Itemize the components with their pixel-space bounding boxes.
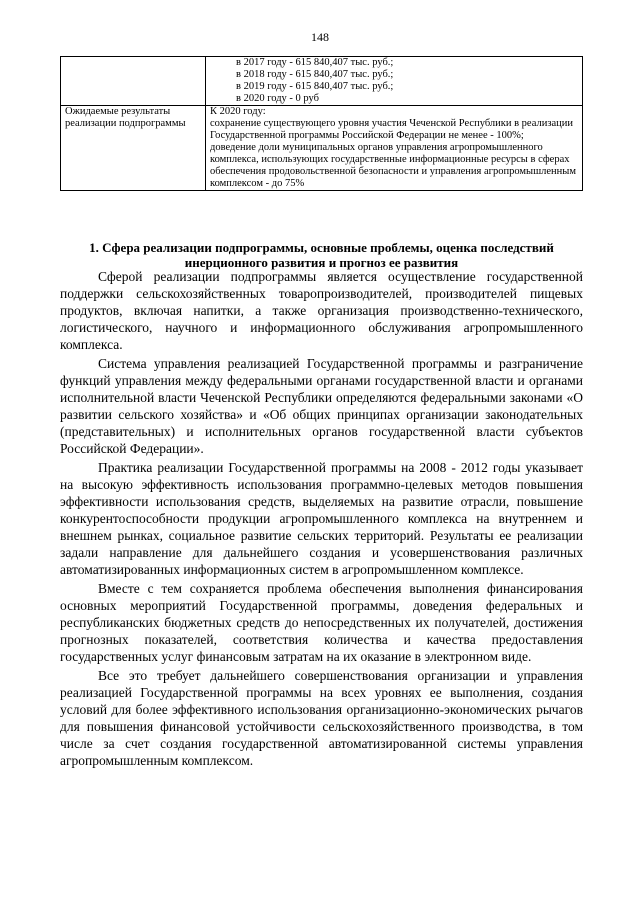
funding-line: в 2017 году - 615 840,407 тыс. руб.;: [236, 57, 394, 68]
results-line: доведение доли муниципальных органов управления агропромышленного комплекса, использующих государственные информационные ресурсы в сферах обеспечения продовольственной безопасности и управления агропромышленным комплексом - до 75%: [210, 142, 576, 189]
funding-line: в 2018 году - 615 840,407 тыс. руб.;: [236, 69, 394, 80]
program-passport-table: [60, 56, 583, 191]
paragraph: Все это требует дальнейшего совершенствования организации и управления реализацией Государственной программы на всех уровнях ее выполнения, создания условий для более эффективного использования организационно-экономических рычагов для повышения финансовой устойчивости сельскохозяйственного производства, в том числе за счет создания государственной автоматизированной системы управления агропромышленным комплексом.: [60, 668, 583, 768]
funding-line: в 2019 году - 615 840,407 тыс. руб.;: [236, 81, 394, 92]
funding-line: в 2020 году - 0 руб: [236, 93, 319, 104]
table-row-results: [61, 106, 583, 191]
paragraph: Сферой реализации подпрограммы является осуществление государственной поддержки сельскохозяйственных товаропроизводителей, производителей пищевых продуктов, включая напитки, а также организация производственно-технического, логистического, научного и информационного обслуживания агропромышленного комплекса.: [60, 269, 583, 352]
table-row-funding: [61, 57, 583, 106]
paragraph: Система управления реализацией Государственной программы и разграничение функций управления между федеральными органами государственной власти и органами исполнительной власти Чеченской Республики определяются федеральными законами «О развитии сельского хозяйства» и «Об общих принципах организации законодательных (представительных) и исполнительных органов государственной власти субъектов Российской Федерации».: [60, 356, 583, 456]
paragraph: Практика реализации Государственной программы на 2008 - 2012 годы указывает на высокую эффективность использования программно-целевых методов повышения эффективности использования средств, выделяемых на развитие отрасли, повышение конкурентоспособности продукции агропромышленного комплекса на внутреннем и внешнем рынках, социальное развитие сельских территорий. Результаты ее реализации задали направление для дальнейшего создания и усовершенствования различных автоматизированных информационных систем в агропромышленном комплексе.: [60, 460, 583, 577]
body-text: [60, 268, 583, 771]
results-line: К 2020 году:: [210, 106, 266, 117]
paragraph: Вместе с тем сохраняется проблема обеспечения выполнения финансирования основных мероприятий Государственной программы, доведения федеральных и республиканских бюджетных средств до непосредственных их получателей, достижения прогнозных показателей, соответствия количества и качества предоставления государственных услуг финансовым затратам на их оказание в электронном виде.: [60, 581, 583, 664]
funding-cell: [206, 57, 583, 106]
page-number: 148: [311, 30, 329, 44]
section-heading: 1. Сфера реализации подпрограммы, основные проблемы, оценка последствий инерционного развития и прогноз ее развития: [89, 240, 554, 270]
table-cell-empty: [61, 57, 206, 106]
results-label: Ожидаемые результаты реализации подпрограммы: [61, 106, 206, 191]
results-cell: [206, 106, 583, 191]
results-line: сохранение существующего уровня участия Чеченской Республики в реализации Государственной программы Российской Федерации не менее - 100%;: [210, 118, 573, 141]
